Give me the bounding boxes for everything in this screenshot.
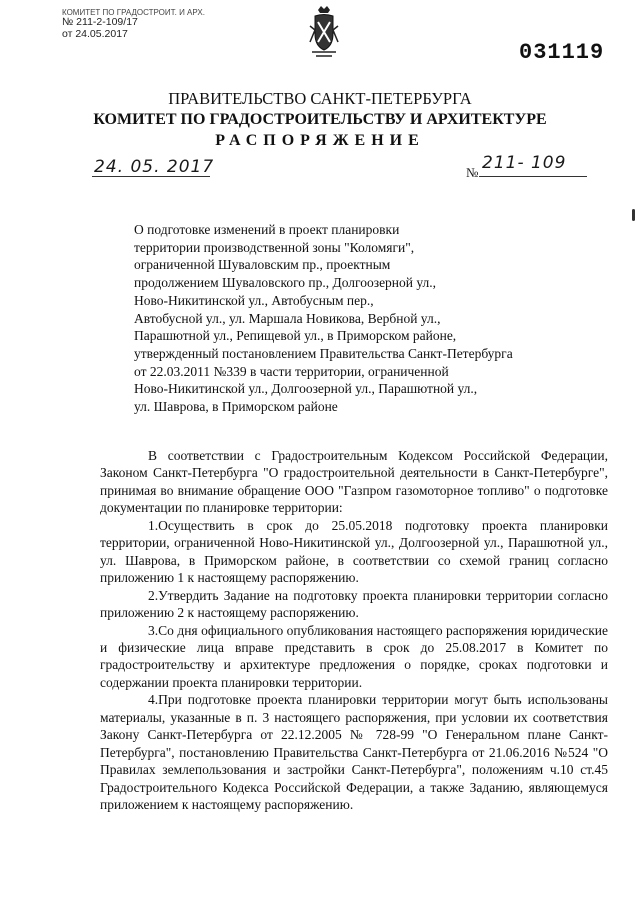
stamp-line-1: КОМИТЕТ ПО ГРАДОСТРОИТ. И АРХ. — [62, 8, 205, 17]
government-title: ПРАВИТЕЛЬСТВО САНКТ-ПЕТЕРБУРГА — [168, 89, 472, 108]
document-serial-number: 031119 — [519, 40, 605, 65]
stamp-line-3: от 24.05.2017 — [62, 27, 128, 40]
subject-line: Автобусной ул., ул. Маршала Новикова, Вербной ул., — [134, 310, 441, 326]
document-body — [100, 447, 608, 814]
committee-title: КОМИТЕТ ПО ГРАДОСТРОИТЕЛЬСТВУ И АРХИТЕКТУРЕ — [93, 111, 547, 128]
subject-line: ул. Шаврова, в Приморском районе — [134, 399, 338, 415]
item-3-paragraph: 3.Со дня официального опубликования настоящего распоряжения юридические и физические лица вправе представить в срок до 25.08.2017 в Комитет по градостроительству и архитектуре предложения о порядке, сроках подготовки и содержании проекта планировки территории. — [100, 622, 608, 690]
preamble-paragraph: В соответствии с Градостроительным Кодексом Российской Федерации, Законом Санкт-Петербурга "О градостроительной деятельности в Санкт-Петербурге", принимая во внимание обращение ООО "Газпром газомоторное топливо" о подготовке документации по планировке территории: — [100, 448, 608, 516]
subject-line: утвержденный постановлением Правительства Санкт-Петербурга — [134, 345, 513, 361]
registration-stamp — [62, 8, 205, 40]
date-underline — [92, 176, 210, 177]
subject-line: ограниченной Шуваловским пр., проектным — [134, 257, 391, 273]
subject-line: О подготовке изменений в проект планировки — [134, 222, 400, 237]
stamp-line-2: № 211-2-109/17 — [62, 16, 138, 28]
subject-line: продолжением Шуваловского пр., Долгоозерной ул., — [134, 275, 437, 291]
subject-line: Парашютной ул., Репищевой ул., в Приморском районе, — [134, 328, 457, 344]
coat-of-arms-icon — [306, 4, 342, 60]
subject-line: территории производственной зоны "Коломяги", — [134, 239, 415, 255]
handwritten-number: 211- 109 — [482, 153, 567, 173]
document-subject — [134, 221, 574, 416]
number-underline — [479, 176, 587, 177]
subject-line: Ново-Никитинской ул., Долгоозерной ул., Парашютной ул., — [134, 381, 478, 397]
item-1-paragraph: 1.Осуществить в срок до 25.05.2018 подготовку проекта планировки территории, ограниченной Ново-Никитинской ул., Долгоозерной ул., Парашютной ул., ул. Шаврова, в Приморском районе, в соответствии со схемой границ согласно приложению 1 к настоящему распоряжению. — [100, 517, 608, 586]
subject-line: Ново-Никитинской ул., Автобусным пер., — [134, 292, 374, 308]
subject-line: от 22.03.2011 №339 в части территории, ограниченной — [134, 363, 449, 379]
document-type: РАСПОРЯЖЕНИЕ — [215, 132, 425, 149]
handwritten-date: 24. 05. 2017 — [94, 157, 215, 177]
scan-mark — [632, 209, 635, 221]
item-4-paragraph: 4.При подготовке проекта планировки территории могут быть использованы материалы, указанные в п. 3 настоящего распоряжения, при условии их соответствия Закону Санкт-Петербурга от 22.12.2005 № 728-99 "О Генеральном плане Санкт-Петербурга", постановлению Правительства Санкт-Петербурга от 21.06.2016 №524 "О Правилах землепользования и застройки Санкт-Петербурга", положениям ч.10 ст.45 Градостроительного Кодекса Российской Федерации, а также Заданию, являющемуся приложением к настоящему распоряжению. — [100, 692, 608, 813]
item-2-paragraph: 2.Утвердить Задание на подготовку проекта планировки территории согласно приложению 2 к настоящему распоряжению. — [100, 587, 608, 621]
number-label: № — [466, 165, 479, 180]
